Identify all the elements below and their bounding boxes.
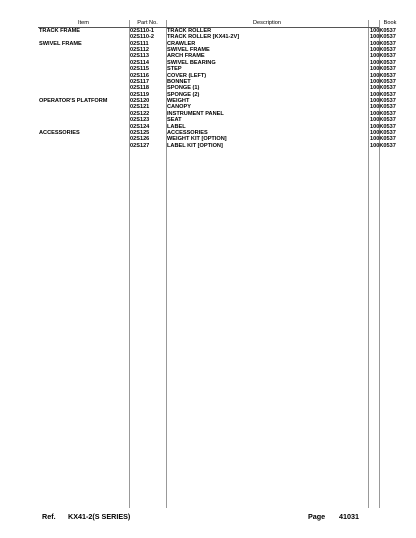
description-cell: LABEL KIT [OPTION]: [167, 142, 223, 149]
part-no-cell: 02S118: [130, 85, 149, 92]
part-no-cell: 02S119: [130, 91, 149, 98]
book-cell: 100K0537: [370, 110, 396, 117]
item-cell: TRACK FRAME: [39, 27, 81, 34]
part-no-cell: 02S120: [130, 98, 150, 105]
description-cell: ACCESSORIES: [167, 130, 208, 137]
ref-label: Ref.: [42, 512, 56, 521]
part-no-cell: 02S125: [130, 130, 150, 137]
book-cell: 100K0537: [370, 142, 396, 149]
description-cell: SEAT: [167, 117, 182, 124]
description-cell: STEP: [167, 66, 182, 73]
part-no-cell: 02S127: [130, 142, 150, 149]
table-body: [38, 27, 396, 149]
book-cell: 100K0537: [370, 104, 396, 111]
part-no-cell: 02S116: [130, 72, 149, 79]
part-no-cell: 02S126: [130, 136, 150, 143]
book-cell: 100K0537: [370, 34, 396, 41]
page-footer: [38, 512, 379, 524]
part-no-cell: 02S117: [130, 78, 149, 85]
part-no-cell: 02S124: [130, 123, 150, 130]
book-cell: 100K0537: [370, 130, 396, 137]
part-no-cell: 02S121: [130, 104, 150, 111]
description-cell: TRACK ROLLER [KX41-2V]: [167, 34, 240, 41]
description-cell: SWIVEL BEARING: [167, 59, 216, 66]
header-item: Item: [78, 20, 89, 26]
book-cell: 100K0537: [370, 136, 396, 143]
ref-value: KX41-2(S SERIES): [68, 512, 131, 521]
description-cell: SWIVEL FRAME: [167, 46, 210, 53]
description-cell: SPONGE (2): [167, 91, 200, 98]
description-cell: CRAWLER: [167, 40, 196, 47]
description-cell: COVER (LEFT): [167, 72, 207, 79]
header-part-no: Part No.: [137, 20, 158, 26]
item-cell: OPERATOR'S PLATFORM: [39, 98, 108, 105]
part-no-cell: 02S123: [130, 117, 150, 124]
book-cell: 100K0537: [370, 117, 396, 124]
description-cell: ARCH FRAME: [167, 53, 205, 60]
description-cell: WEIGHT KIT [OPTION]: [167, 136, 227, 143]
parts-index-table: [38, 20, 397, 508]
book-cell: 100K0537: [370, 98, 396, 105]
description-cell: CANOPY: [167, 104, 191, 111]
page-number: 41031: [339, 512, 359, 521]
book-cell: 100K0537: [370, 123, 396, 130]
book-cell: 100K0537: [370, 27, 396, 34]
item-cell: SWIVEL FRAME: [39, 40, 82, 47]
book-cell: 100K0537: [370, 91, 396, 98]
book-cell: 100K0537: [370, 66, 396, 73]
part-no-cell: 02S111: [130, 40, 149, 47]
book-cell: 100K0537: [370, 46, 396, 53]
description-cell: SPONGE (1): [167, 85, 200, 92]
header-description: Description: [253, 20, 281, 26]
part-no-cell: 02S115: [130, 66, 149, 73]
part-no-cell: 02S110-2: [130, 34, 154, 41]
description-cell: BONNET: [167, 78, 191, 85]
item-cell: ACCESSORIES: [39, 130, 80, 137]
header-book: Book: [383, 20, 397, 26]
part-no-cell: 02S113: [130, 53, 149, 60]
part-no-cell: 02S112: [130, 46, 149, 53]
book-cell: 100K0537: [370, 78, 396, 85]
book-cell: 100K0537: [370, 85, 396, 92]
description-cell: INSTRUMENT PANEL: [167, 110, 224, 117]
part-no-cell: 02S110-1: [130, 27, 154, 34]
part-no-cell: 02S122: [130, 110, 150, 117]
description-cell: TRACK ROLLER: [167, 27, 212, 34]
part-no-cell: 02S114: [130, 59, 149, 66]
book-cell: 100K0537: [370, 53, 396, 60]
description-cell: WEIGHT: [167, 98, 190, 105]
description-cell: LABEL: [167, 123, 186, 130]
book-cell: 100K0537: [370, 40, 396, 47]
book-cell: 100K0537: [370, 72, 396, 79]
book-cell: 100K0537: [370, 59, 396, 66]
page-label: Page: [308, 512, 326, 521]
table-row: [38, 142, 396, 149]
